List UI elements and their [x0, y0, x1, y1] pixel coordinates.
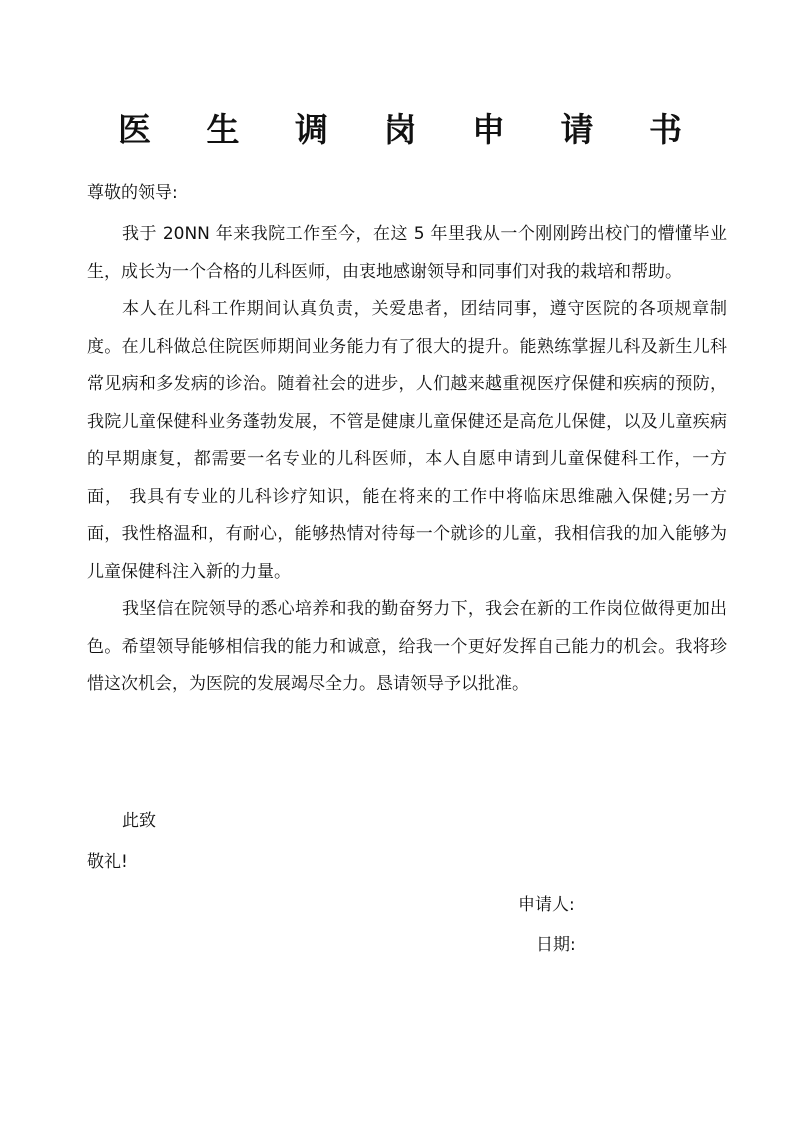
applicant-label: 申请人: [518, 895, 575, 915]
paragraph-3: 我坚信在院领导的悉心培养和我的勤奋努力下，我会在新的工作岗位做得更加出色。希望领导能够相信我的能力和诚意，给我一个更好发挥自己能力的机会。我将珍惜这次机会，为医院的发展竭尽全力。恳请领导予以批准。 [87, 599, 727, 694]
paragraph-1: 我于 20NN 年来我院工作至今，在这 5 年里我从一个刚刚跨出校门的懵懂毕业生，成长为一个合格的儿科医师，由衷地感谢领导和同事们对我的栽培和帮助。 [87, 224, 727, 282]
document-title: 医 生 调 岗 申 请 书 [118, 110, 704, 149]
letter-body [87, 216, 727, 704]
closing-salute: 敬礼! [87, 852, 128, 872]
date-label: 日期: [536, 935, 576, 955]
paragraph-2: 本人在儿科工作期间认真负责，关爱患者，团结同事，遵守医院的各项规章制度。在儿科做总住院医师期间业务能力有了很大的提升。能熟练掌握儿科及新生儿科常见病和多发病的诊治。随着社会的进步，人们越来越重视医疗保健和疾病的预防，我院儿童保健科业务蓬勃发展，不管是健康儿童保健还是高危儿保健，以及儿童疾病的早期康复，都需要一名专业的儿科医师，本人自愿申请到儿童保健科工作，一方面， 我具有专业的儿科诊疗知识，能在将来的工作中将临床思维融入保健;另一方面，我性格温和，有耐心，能够热情对待每一个就诊的儿童，我相信我的加入能够为儿童保健科注入新的力量。 [87, 299, 727, 582]
closing-regards: 此致 [122, 811, 156, 831]
salutation: 尊敬的领导: [87, 183, 178, 203]
